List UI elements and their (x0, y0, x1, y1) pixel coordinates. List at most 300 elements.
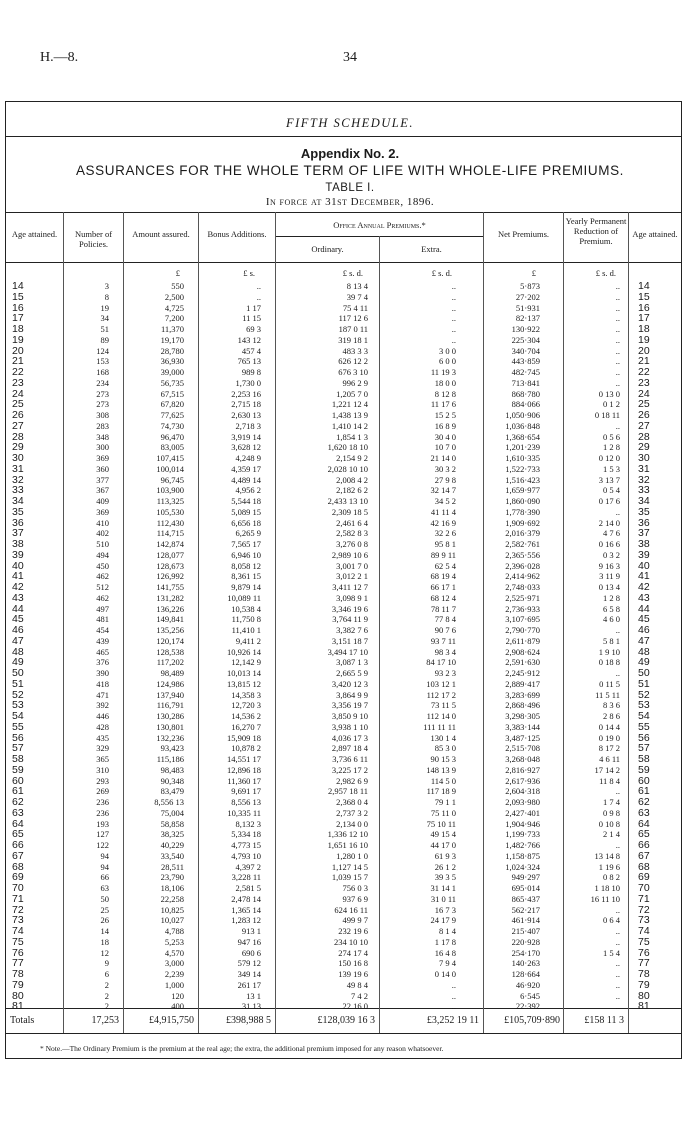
net-cell: 949·297 (511, 872, 540, 883)
age-right-cell: 78 (638, 968, 650, 980)
extra-cell: 73 11 5 (430, 700, 456, 711)
unit-amount: £ (175, 268, 180, 278)
bonus-cell: 7,565 17 (231, 539, 261, 549)
ordinary-cell: 2,897 18 4 (331, 743, 368, 754)
policies-cell: 402 (96, 528, 109, 539)
age-cell: 53 (12, 699, 24, 712)
yearly-cell: 1 9 10 (598, 646, 620, 657)
age-right-cell: 16 (638, 301, 650, 314)
bonus-cell: 12,142 9 (231, 657, 261, 668)
age-cell: 65 (12, 828, 24, 841)
net-cell: 482·745 (511, 367, 540, 377)
policies-cell: 439 (96, 635, 109, 646)
ordinary-cell: 2,737 3 2 (336, 807, 368, 818)
bonus-cell: 9,691 17 (231, 786, 261, 797)
age-cell: 68 (12, 860, 24, 873)
age-right-cell: 42 (638, 581, 650, 593)
bonus-cell: 4,773 15 (231, 840, 261, 850)
net-cell: 220·928 (511, 936, 540, 947)
yearly-cell: .. (615, 668, 620, 678)
extra-cell: 49 15 4 (430, 829, 456, 840)
amount-cell: 137,940 (156, 689, 184, 700)
in-force-date: In force at 31st December, 1896. (265, 196, 435, 208)
policies-cell: 471 (96, 689, 109, 700)
extra-cell: 18 0 0 (434, 377, 456, 388)
yearly-cell: .. (615, 990, 620, 1001)
amount-cell: 36,930 (160, 356, 184, 367)
age-cell: 78 (12, 968, 24, 980)
age-cell: 35 (12, 505, 24, 518)
extra-cell: 24 17 9 (430, 915, 456, 926)
age-cell: 56 (12, 731, 24, 744)
extra-cell: 30 4 0 (434, 431, 456, 442)
age-cell: 71 (12, 892, 24, 905)
extra-cell: 93 2 3 (434, 668, 456, 678)
amount-cell: 83,005 (160, 442, 184, 453)
extra-cell: 34 5 2 (434, 496, 456, 506)
extra-cell: 44 17 0 (430, 840, 456, 850)
policies-cell: 446 (96, 711, 109, 721)
ordinary-cell: 1,280 1 0 (336, 850, 368, 861)
net-cell: 2,889·417 (505, 678, 540, 689)
bonus-cell: 14,358 3 (231, 689, 261, 700)
net-cell: 128·664 (511, 969, 540, 979)
net-cell: 562·217 (511, 904, 540, 915)
age-cell: 63 (12, 806, 24, 819)
ordinary-cell: 319 18 1 (338, 334, 368, 345)
extra-cell: 6 0 0 (439, 356, 456, 367)
extra-cell: .. (451, 281, 456, 291)
ordinary-cell: 3,225 17 2 (331, 764, 368, 775)
yearly-cell: .. (615, 291, 620, 302)
extra-cell: .. (451, 334, 456, 345)
policies-cell: 390 (96, 668, 109, 678)
bonus-cell: 2,478 14 (231, 893, 261, 904)
extra-cell: 84 17 10 (426, 657, 456, 668)
bonus-cell: 5,089 15 (231, 506, 261, 517)
col-header-age: Age attained. (11, 229, 58, 239)
policies-cell: 329 (96, 743, 109, 754)
age-cell: 45 (12, 613, 24, 626)
age-cell: 50 (12, 667, 24, 679)
policies-cell: 435 (96, 732, 109, 743)
yearly-cell: 17 14 2 (594, 764, 620, 775)
extra-cell: 26 1 2 (434, 861, 456, 872)
amount-cell: 33,540 (160, 850, 184, 861)
footnote: * Note.—The Ordinary Premium is the premium at the real age; the extra, the additional premium imposed for any reason whatsoever. (40, 1044, 444, 1053)
yearly-cell: 11 5 11 (595, 689, 620, 700)
schedule-title: FIFTH SCHEDULE. (285, 116, 415, 130)
yearly-cell: 8 3 6 (603, 700, 620, 711)
amount-cell: 8,556 13 (154, 797, 184, 807)
policies-cell: 50 (100, 893, 109, 904)
ordinary-cell: 2,008 4 2 (336, 474, 368, 485)
totals-yearly: £158 11 3 (584, 1015, 624, 1026)
age-right-cell: 52 (638, 688, 650, 701)
bonus-cell: 8,361 15 (231, 571, 261, 582)
bonus-cell: 31 13 (241, 1001, 261, 1012)
age-right-cell: 39 (638, 548, 650, 561)
amount-cell: 2,239 (164, 969, 184, 979)
yearly-cell: 0 3 2 (603, 549, 620, 560)
net-cell: 3,268·048 (505, 754, 540, 764)
age-right-cell: 81 (638, 1000, 650, 1013)
extra-cell: 21 14 0 (430, 453, 456, 463)
age-right-cell: 75 (638, 935, 650, 948)
yearly-cell: .. (615, 840, 620, 850)
age-cell: 17 (12, 312, 24, 325)
net-cell: 1,522·733 (505, 463, 540, 474)
bonus-cell: 10,089 11 (227, 592, 261, 603)
extra-cell: .. (451, 324, 456, 334)
ordinary-cell: 1,854 1 3 (336, 431, 368, 442)
yearly-cell: 0 14 4 (598, 721, 620, 732)
amount-cell: 135,256 (156, 625, 184, 635)
col-header-amount: Amount assured. (132, 229, 190, 239)
ordinary-cell: 1,221 12 4 (331, 399, 368, 410)
age-right-cell: 66 (638, 839, 650, 851)
yearly-cell: .. (615, 302, 620, 313)
age-right-cell: 57 (638, 742, 650, 755)
policies-cell: 89 (100, 334, 109, 345)
extra-cell: 79 1 1 (434, 797, 456, 807)
ordinary-cell: 139 19 6 (338, 969, 368, 979)
age-cell: 24 (12, 387, 24, 400)
age-cell: 48 (12, 645, 24, 658)
policies-cell: 2 (104, 979, 109, 990)
bonus-cell: 6,265 9 (235, 528, 261, 539)
yearly-cell: .. (615, 345, 620, 356)
ordinary-cell: 150 16 8 (338, 958, 368, 969)
ordinary-cell: 1,620 18 10 (327, 442, 368, 453)
amount-cell: 4,788 (164, 926, 184, 936)
age-cell: 26 (12, 409, 24, 421)
ordinary-cell: 3,938 1 10 (331, 721, 368, 732)
net-cell: 2,790·770 (505, 625, 540, 635)
bonus-cell: 13,815 12 (227, 678, 261, 689)
age-cell: 36 (12, 516, 24, 529)
extra-cell: 130 1 4 (430, 732, 456, 743)
ordinary-cell: 234 10 10 (334, 936, 368, 947)
extra-cell: 85 3 0 (434, 743, 456, 754)
policies-cell: 450 (96, 560, 109, 571)
policies-cell: 14 (100, 926, 109, 936)
yearly-cell: .. (615, 969, 620, 979)
amount-cell: 98,483 (160, 764, 184, 775)
age-right-cell: 40 (638, 559, 650, 572)
appendix-heading: Appendix No. 2. (300, 146, 400, 161)
age-cell: 69 (12, 871, 24, 884)
amount-cell: 130,801 (156, 721, 184, 732)
yearly-cell: 4 6 11 (599, 754, 620, 764)
age-right-cell: 20 (638, 344, 650, 357)
extra-cell: 98 3 4 (434, 646, 456, 657)
bonus-cell: 11,750 8 (231, 614, 261, 625)
age-cell: 57 (12, 742, 24, 755)
age-right-cell: 74 (638, 925, 650, 937)
totals-extra: £3,252 19 11 (426, 1015, 479, 1026)
age-right-cell: 55 (638, 720, 650, 733)
amount-cell: 120,174 (156, 635, 184, 646)
age-cell: 40 (12, 559, 24, 572)
bonus-cell: 8,132 3 (235, 818, 261, 829)
amount-cell: 22,258 (160, 893, 184, 904)
amount-cell: 400 (171, 1001, 184, 1012)
policies-cell: 12 (100, 947, 109, 958)
ordinary-cell: 75 4 11 (342, 302, 368, 313)
amount-cell: 120 (171, 990, 184, 1001)
policies-cell: 63 (100, 883, 109, 893)
ordinary-cell: 499 9 7 (342, 915, 368, 926)
age-right-cell: 48 (638, 645, 650, 658)
amount-cell: 7,200 (164, 313, 184, 324)
policies-cell: 18 (100, 936, 109, 947)
policies-cell: 348 (96, 431, 109, 442)
age-cell: 80 (12, 989, 24, 1002)
age-cell: 66 (12, 839, 24, 851)
net-cell: 46·920 (515, 979, 540, 990)
bonus-cell: 1,365 14 (231, 904, 261, 915)
net-cell: 695·014 (511, 883, 540, 893)
amount-cell: 126,992 (156, 571, 184, 582)
policies-cell: 273 (96, 399, 109, 410)
net-cell: 1,199·733 (505, 829, 540, 840)
net-cell: 1,860·090 (505, 496, 540, 506)
extra-cell: 89 9 11 (430, 549, 456, 560)
amount-cell: 10,027 (160, 915, 184, 926)
extra-cell: 75 11 0 (430, 807, 456, 818)
extra-cell: 3 0 0 (439, 345, 456, 356)
yearly-cell: .. (615, 958, 620, 969)
yearly-cell: 0 6 4 (603, 915, 620, 926)
policies-cell: 234 (96, 377, 109, 388)
net-cell: 1,516·423 (505, 474, 540, 485)
extra-cell: 95 8 1 (434, 539, 456, 549)
bonus-cell: 3,628 12 (231, 442, 261, 453)
net-cell: 340·704 (511, 345, 540, 356)
age-right-cell: 38 (638, 538, 650, 550)
yearly-cell: .. (615, 356, 620, 367)
policies-cell: 494 (96, 549, 109, 560)
bonus-cell: 2,715 18 (231, 399, 261, 410)
age-right-cell: 36 (638, 516, 650, 529)
yearly-cell: .. (615, 625, 620, 635)
age-right-cell: 50 (638, 667, 650, 679)
policies-cell: 293 (96, 775, 109, 786)
net-cell: 2,868·496 (505, 700, 540, 711)
age-cell: 32 (12, 473, 24, 486)
bonus-cell: 2,718 3 (235, 420, 261, 431)
header-top-rule (6, 212, 681, 213)
yearly-cell: 0 13 4 (598, 582, 620, 592)
net-cell: 713·841 (511, 377, 540, 388)
bonus-cell: 989 8 (241, 367, 261, 377)
extra-cell: 90 15 3 (430, 754, 456, 764)
bonus-cell: 4,793 10 (231, 850, 261, 861)
age-right-cell: 65 (638, 828, 650, 841)
amount-cell: 5,253 (164, 936, 184, 947)
amount-cell: 128,077 (156, 549, 184, 560)
policies-cell: 2 (104, 1001, 109, 1012)
yearly-cell: 2 1 4 (603, 829, 620, 840)
net-cell: 2,736·933 (505, 603, 540, 614)
net-cell: 2,396·028 (505, 560, 540, 571)
ordinary-cell: 7 4 2 (351, 990, 368, 1001)
bonus-cell: 5,334 18 (231, 829, 261, 840)
policies-cell: 25 (100, 904, 109, 915)
amount-cell: 103,900 (156, 485, 184, 496)
amount-cell: 28,511 (160, 861, 184, 872)
age-right-cell: 49 (638, 656, 650, 669)
policies-cell: 124 (96, 345, 109, 356)
policies-cell: 377 (96, 474, 109, 485)
yearly-cell: 1 2 8 (603, 592, 620, 603)
age-right-cell: 80 (638, 989, 650, 1002)
policies-cell: 510 (96, 539, 109, 549)
age-cell: 59 (12, 763, 24, 776)
age-cell: 58 (12, 753, 24, 765)
age-cell: 41 (12, 570, 24, 583)
yearly-cell: 1 5 4 (603, 947, 620, 958)
extra-cell: .. (451, 302, 456, 313)
amount-cell: 115,186 (156, 754, 184, 764)
extra-cell: 62 5 4 (434, 560, 456, 571)
age-cell: 67 (12, 849, 24, 862)
ordinary-cell: 1,438 13 9 (331, 410, 368, 420)
policies-cell: 300 (96, 442, 109, 453)
yearly-cell: 0 17 6 (598, 496, 620, 506)
bonus-cell: 16,270 7 (231, 721, 261, 732)
yearly-cell: 9 16 3 (598, 560, 620, 571)
yearly-cell: 1 18 10 (594, 883, 620, 893)
col-header-ordinary: Ordinary. (311, 244, 344, 254)
age-cell: 49 (12, 656, 24, 669)
ordinary-cell: 2,154 9 2 (336, 453, 368, 463)
yearly-cell: 4 6 0 (603, 614, 620, 625)
net-cell: 1,158·875 (505, 850, 540, 861)
net-cell: 1,909·692 (505, 517, 540, 528)
age-right-cell: 21 (638, 355, 650, 368)
net-cell: 3,298·305 (505, 711, 540, 721)
net-cell: 1,778·390 (505, 506, 540, 517)
bonus-cell: 2,630 13 (231, 410, 261, 420)
policies-cell: 410 (96, 517, 109, 528)
extra-cell: 8 12 8 (434, 388, 456, 399)
ordinary-cell: 187 0 11 (338, 324, 368, 334)
extra-cell: 111 11 11 (423, 721, 456, 732)
table-label: TABLE I. (325, 182, 375, 194)
policies-cell: 308 (96, 410, 109, 420)
age-right-cell: 30 (638, 452, 650, 464)
age-cell: 20 (12, 344, 24, 357)
extra-cell: 93 7 11 (430, 635, 456, 646)
policies-cell: 127 (96, 829, 109, 840)
unit-extra: £ s. d. (431, 268, 452, 278)
ordinary-cell: 483 3 3 (342, 345, 368, 356)
bonus-cell: 10,335 11 (227, 807, 261, 818)
age-right-cell: 47 (638, 634, 650, 647)
bonus-cell: 2,253 16 (231, 388, 261, 399)
ordinary-cell: 1,205 7 0 (336, 388, 368, 399)
age-cell: 19 (12, 333, 24, 346)
net-cell: 2,245·912 (505, 668, 540, 678)
bonus-cell: 947 16 (237, 936, 261, 947)
ordinary-cell: 3,420 12 3 (331, 678, 368, 689)
amount-cell: 96,470 (160, 431, 184, 442)
extra-cell: 30 3 2 (434, 463, 456, 474)
yearly-cell: 1 5 3 (603, 463, 620, 474)
net-cell: 130·922 (511, 324, 540, 334)
bonus-cell: 4,956 2 (235, 485, 261, 496)
yearly-cell: .. (615, 334, 620, 345)
ordinary-cell: 3,012 2 1 (336, 571, 368, 582)
bonus-cell: 14,551 17 (227, 754, 261, 764)
policies-cell: 3 (104, 281, 109, 291)
age-cell: 31 (12, 462, 24, 475)
age-cell: 64 (12, 817, 24, 830)
age-right-cell: 72 (638, 903, 650, 916)
yearly-cell: 13 14 8 (594, 850, 620, 861)
amount-cell: 98,489 (160, 668, 184, 678)
bonus-cell: 8,058 12 (231, 560, 261, 571)
policies-cell: 462 (96, 592, 109, 603)
extra-cell: 148 13 9 (426, 764, 456, 775)
policies-cell: 273 (96, 388, 109, 399)
col-header-extra: Extra. (421, 244, 442, 254)
extra-cell: 0 14 0 (434, 969, 456, 979)
net-cell: 1,050·906 (505, 410, 540, 420)
policies-cell: 153 (96, 356, 109, 367)
age-cell: 43 (12, 591, 24, 604)
yearly-cell: 11 8 4 (599, 775, 620, 786)
policies-cell: 367 (96, 485, 109, 496)
age-cell: 77 (12, 957, 24, 970)
net-cell: 1,024·324 (505, 861, 540, 872)
net-cell: 1,201·239 (505, 442, 540, 453)
policies-cell: 409 (96, 496, 109, 506)
amount-cell: 124,986 (156, 678, 184, 689)
ordinary-cell: 1,410 14 2 (331, 420, 368, 431)
policies-cell: 34 (100, 313, 109, 324)
ordinary-cell: 1,127 14 5 (331, 861, 368, 872)
bonus-cell: 5,544 18 (231, 496, 261, 506)
age-right-cell: 18 (638, 323, 650, 335)
yearly-cell: .. (615, 506, 620, 517)
ordinary-cell: 3,001 7 0 (336, 560, 368, 571)
age-cell: 75 (12, 935, 24, 948)
net-cell: 140·263 (511, 958, 540, 969)
age-cell: 27 (12, 419, 24, 432)
bonus-cell: 14,536 2 (231, 711, 261, 721)
yearly-cell: .. (615, 936, 620, 947)
bonus-cell: .. (256, 281, 261, 291)
age-right-cell: 71 (638, 892, 650, 905)
bonus-cell: 10,878 2 (231, 743, 261, 754)
amount-cell: 1,000 (164, 979, 184, 990)
ordinary-cell: 2,368 0 4 (336, 797, 368, 807)
amount-cell: 18,106 (160, 883, 184, 893)
policies-cell: 122 (96, 840, 109, 850)
ordinary-cell: 3,356 19 7 (331, 700, 368, 711)
ordinary-cell: 1,651 16 10 (327, 840, 368, 850)
age-right-cell: 29 (638, 441, 650, 454)
bonus-cell: 10,013 14 (227, 668, 261, 678)
ordinary-cell: 756 0 3 (342, 883, 368, 893)
ordinary-cell: 3,494 17 10 (327, 646, 368, 657)
ordinary-cell: 3,346 19 6 (331, 603, 368, 614)
age-right-cell: 69 (638, 871, 650, 884)
age-cell: 72 (12, 903, 24, 916)
